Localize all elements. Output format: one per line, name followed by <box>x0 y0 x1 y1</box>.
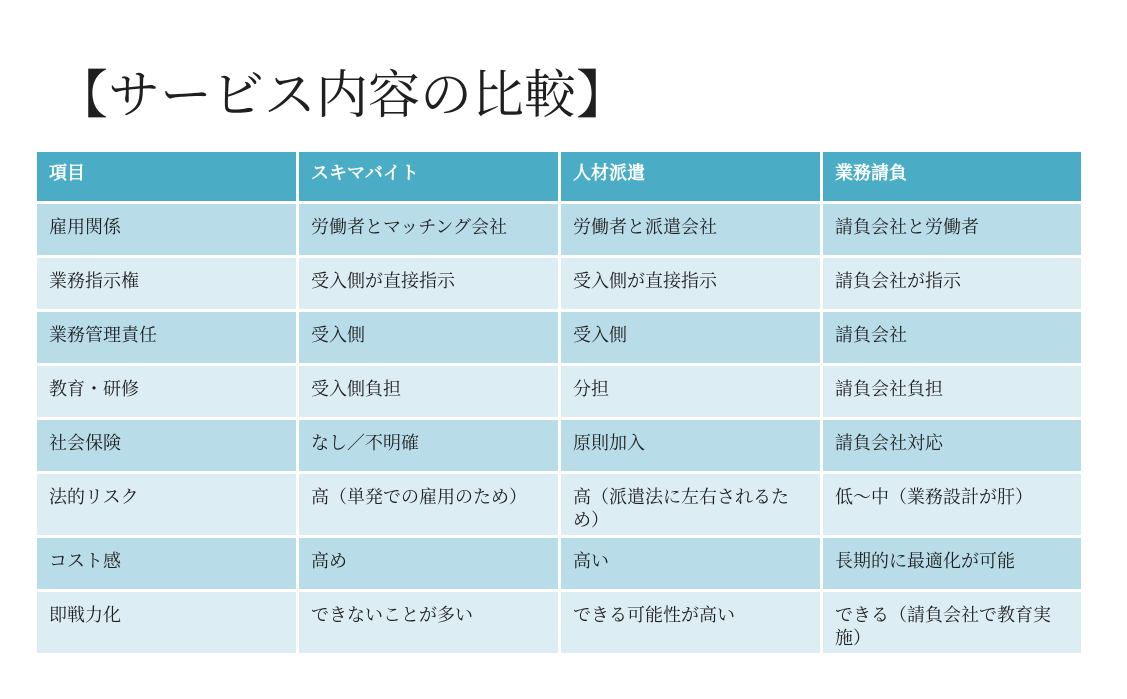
table-row <box>36 537 1083 591</box>
table-row <box>36 257 1083 311</box>
row-label: 業務指示権 <box>36 257 298 311</box>
table-cell: 低～中（業務設計が肝） <box>822 473 1083 537</box>
row-label: 教育・研修 <box>36 365 298 419</box>
header-gyomu-ukeoi: 業務請負 <box>822 151 1083 203</box>
table-cell: 高め <box>298 537 560 591</box>
table-row <box>36 203 1083 257</box>
table-cell: 受入側が直接指示 <box>560 257 822 311</box>
header-jinzai-haken: 人材派遣 <box>560 151 822 203</box>
table-cell: 高（単発での雇用のため） <box>298 473 560 537</box>
table-row <box>36 591 1083 655</box>
header-item: 項目 <box>36 151 298 203</box>
table-cell: 請負会社負担 <box>822 365 1083 419</box>
table-header-row <box>36 151 1083 203</box>
table-cell: 分担 <box>560 365 822 419</box>
row-label: コスト感 <box>36 537 298 591</box>
slide-title: 【サービス内容の比較】 <box>56 66 629 126</box>
table-cell: 請負会社が指示 <box>822 257 1083 311</box>
table-cell: 受入側 <box>560 311 822 365</box>
table-cell: 受入側 <box>298 311 560 365</box>
table-cell: 高（派遣法に左右されるため） <box>560 473 822 537</box>
row-label: 業務管理責任 <box>36 311 298 365</box>
row-label: 法的リスク <box>36 473 298 537</box>
row-label: 雇用関係 <box>36 203 298 257</box>
table-cell: 高い <box>560 537 822 591</box>
table-cell: 長期的に最適化が可能 <box>822 537 1083 591</box>
table-row <box>36 311 1083 365</box>
table-cell: なし／不明確 <box>298 419 560 473</box>
table-cell: できる可能性が高い <box>560 591 822 655</box>
table-cell: 請負会社対応 <box>822 419 1083 473</box>
row-label: 社会保険 <box>36 419 298 473</box>
row-label: 即戦力化 <box>36 591 298 655</box>
table-row <box>36 419 1083 473</box>
table-cell: 請負会社 <box>822 311 1083 365</box>
table-cell: 原則加入 <box>560 419 822 473</box>
table-cell: 請負会社と労働者 <box>822 203 1083 257</box>
header-sukimabaito: スキマバイト <box>298 151 560 203</box>
table-cell: できないことが多い <box>298 591 560 655</box>
table-cell: できる（請負会社で教育実施） <box>822 591 1083 655</box>
table-cell: 受入側が直接指示 <box>298 257 560 311</box>
comparison-table <box>34 149 1084 656</box>
table-cell: 労働者とマッチング会社 <box>298 203 560 257</box>
table-row <box>36 473 1083 537</box>
table-cell: 受入側負担 <box>298 365 560 419</box>
table-row <box>36 365 1083 419</box>
table-cell: 労働者と派遣会社 <box>560 203 822 257</box>
